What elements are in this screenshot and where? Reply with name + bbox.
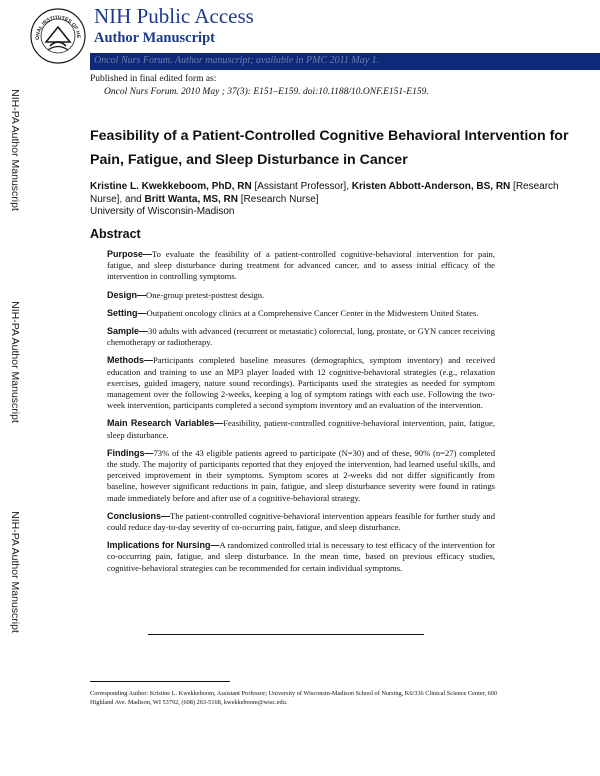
- abstract-section: Design—One-group pretest-posttest design.: [107, 289, 265, 300]
- author-role: [Research Nurse]: [238, 193, 319, 205]
- header-availability-note: Oncol Nurs Forum. Author manuscript; available in PMC 2011 May 1.: [94, 55, 380, 66]
- header-title: NIH Public Access: [94, 4, 254, 28]
- corresponding-author-footnote: Corresponding Author: Kristine L. Kwekkeboom, Assistant Professor; University of Wisconsin-Madison School of Nursing, K6/336 Clinical Science Center, 600 Highland Ave. Madison, WI 53792, (608) 263-5168, kwekkeboom@wisc.edu.: [90, 690, 498, 706]
- abstract-section: Conclusions—The patient-controlled cognitive-behavioral intervention appears feasible for further study and could reduce day-to-day severity of co-occurring pain, fatigue, and sleep disturbance.: [107, 510, 495, 533]
- nih-seal-logo: [30, 8, 86, 64]
- abstract-section: Setting—Outpatient oncology clinics at a Comprehensive Cancer Center in the Midwestern United States.: [107, 307, 479, 318]
- svg-text:NATIONAL INSTITUTES OF HEALTH: ONAL INSTITUTES OF HE: [34, 14, 82, 40]
- author-name: Kristen Abbott-Anderson, BS, RN: [351, 181, 511, 192]
- abstract-end-rule: [148, 634, 424, 635]
- abstract-section: Sample—30 adults with advanced (recurrent or metastatic) colorectal, lung, prostate, or GYN cancer receiving chemotherapy or radiotherapy.: [107, 326, 495, 348]
- sidebar-label-bottom: NIH-PA Author Manuscript: [9, 511, 21, 633]
- author-name: Britt Wanta, MS, RN: [144, 193, 238, 205]
- publication-line: Published in final edited form as:: [90, 74, 217, 84]
- header-subtitle: Author Manuscript: [94, 30, 215, 46]
- abstract-section: Implications for Nursing—A randomized controlled trial is necessary to test efficacy of the intervention for co-occurring pain, fatigue, and sleep disturbance. In the mean time, based on previous efficacy studies, cognitive-behavioral strategies can be recommended for certain individual symptoms.: [107, 540, 495, 573]
- author-role: [Assistant Professor]: [251, 181, 347, 192]
- sidebar-label-top: NIH-PA Author Manuscript: [9, 89, 21, 211]
- author-name: Kristine L. Kwekkeboom, PhD, RN: [90, 181, 252, 192]
- sidebar-label-middle: NIH-PA Author Manuscript: [9, 301, 21, 423]
- article-title: Feasibility of a Patient-Controlled Cognitive Behavioral Intervention for Pain, Fatigue, and Sleep Disturbance in Cancer: [90, 128, 569, 168]
- footnote-rule: [90, 681, 230, 682]
- publication-info: [90, 73, 429, 99]
- author-role: [Research Nurse]: [90, 181, 559, 205]
- abstract-section: Purpose—To evaluate the feasibility of a patient-controlled cognitive-behavioral intervention for pain, fatigue, and sleep disturbance during treatment for advanced cancer, and to assess initial efficacy of the intervention in controlling symptoms.: [107, 249, 495, 282]
- abstract-section: Main Research Variables—Feasibility, patient-controlled cognitive-behavioral intervention, pain, fatigue, sleep disturbance.: [107, 418, 495, 440]
- affiliation: University of Wisconsin-Madison: [90, 206, 235, 217]
- abstract-section: Methods—Participants completed baseline measures (demographics, symptom inventory) and received education and training to use an MP3 player loaded with 12 cognitive-behavioral strategies (e.g., relaxation exercises, guided imagery, nature sound recordings). Participants used the strategies as needed for symptom management over the following 2-weeks, keeping a log of symptom ratings with each use. Following the two-week intervention, participants completed a second symptom inventory and an evaluation of the intervention.: [107, 355, 495, 411]
- publication-citation: Oncol Nurs Forum. 2010 May ; 37(3): E151–E159. doi:10.1188/10.ONF.E151-E159.: [104, 87, 429, 97]
- author-list: Kristine L. Kwekkeboom, PhD, RN [Assistant Professor], Kristen Abbott-Anderson, BS, RN [Research Nurse], and Britt Wanta, MS, RN [Research Nurse] University of Wisconsin-Madison: [90, 181, 559, 217]
- abstract-body: [107, 249, 495, 581]
- abstract-heading: Abstract: [90, 227, 141, 241]
- abstract-section: Findings—73% of the 43 eligible patients agreed to participate (N=30) and of these, 90% (n=27) completed the study. The majority of participants reported that they enjoyed the intervention, had learned useful skills, and perceived improvement in their symptoms. Symptom scores at 2-weeks did not differ significantly from baseline, however significant reductions in pain, fatigue, and sleep disturbance severity were found in ratings made immediately before and after use of a cognitive-behavioral strategy.: [107, 447, 495, 503]
